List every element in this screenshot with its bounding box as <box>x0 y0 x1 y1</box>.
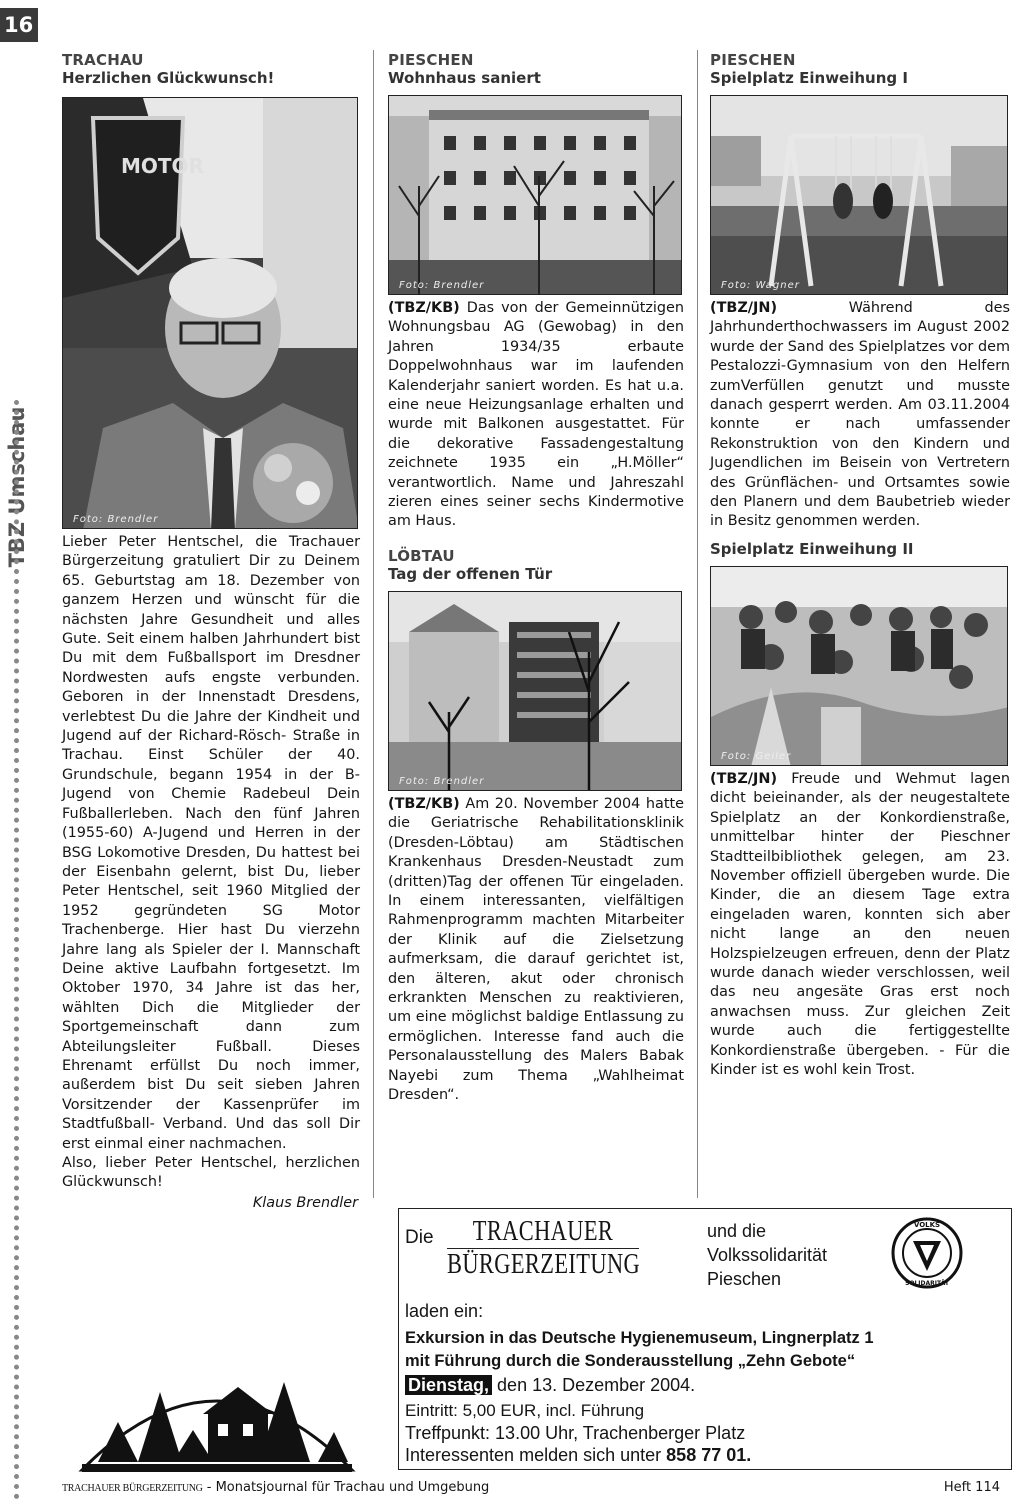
photo-credit: Foto: Brendler <box>399 775 485 787</box>
dotted-rule <box>14 400 19 1500</box>
photo-clinic <box>388 591 682 791</box>
headline: Herzlichen Glückwunsch! <box>62 69 275 87</box>
article-body <box>710 299 1010 532</box>
register-text: Interessenten melden sich unter <box>405 1445 662 1465</box>
und-die: und die <box>707 1221 767 1241</box>
ad-register <box>405 1445 751 1466</box>
masthead-line-1: TRACHAUER <box>472 1216 614 1247</box>
ad-partner <box>707 1219 827 1291</box>
photo-credit: Foto: Brendler <box>73 514 159 525</box>
children-playground-image <box>711 567 1008 766</box>
kicker: LÖBTAU <box>388 546 455 565</box>
article-text: Während des Jahrhunderthochwassers im August 2002 wurde der Sand des Spielplatzes vor dem Pestalozzi-Gymnasium von den Helfern zumVerfüllen genutzt und musste danach gesperrt werden. Am 03.11.2004 konnte er nach umfassender Rekonstruktion von den Kindern und Jugendlichen im Beisein von Vertretern des Grünflächen- und Ortsamtes sowie den Planern und dem Baubetrieb wieder in Besitz genommen werden. <box>710 300 1010 530</box>
column-divider <box>373 50 374 1198</box>
forest-house-emblem <box>78 1352 356 1474</box>
headline: Spielplatz Einweihung I <box>710 69 908 87</box>
excursion-line-1: Exkursion in das Deutsche Hygienemuseum, Lingnerplatz 1 <box>405 1329 874 1347</box>
kicker: PIESCHEN <box>710 51 796 69</box>
playground-swing-image <box>711 96 1008 295</box>
article-body <box>388 299 684 532</box>
banner-text: MOTOR <box>121 154 204 178</box>
ad-meeting: Treffpunkt: 13.00 Uhr, Trachenberger Platz <box>405 1423 746 1443</box>
closing-line: Also, lieber Peter Hentschel, herzlichen Glückwunsch! <box>62 1155 360 1191</box>
article-body <box>710 770 1010 1081</box>
headline: Tag der offenen Tür <box>388 564 553 583</box>
photo-portrait <box>62 97 358 529</box>
footer-brand: TRACHAUER BÜRGERZEITUNG <box>62 1483 203 1494</box>
page-number: 16 <box>0 8 38 42</box>
article-tag: (TBZ/KB) <box>388 300 460 316</box>
article-spielplatz <box>710 52 1010 1080</box>
ad-die: Die <box>405 1227 434 1248</box>
issue-number: Heft 114 <box>943 1480 1000 1495</box>
svg-text:SOLIDARITÄT: SOLIDARITÄT <box>905 1280 949 1287</box>
ad-excursion <box>405 1327 874 1373</box>
weekday-highlight: Dienstag, <box>405 1375 492 1395</box>
page-sidebar <box>0 0 34 1501</box>
photo-playground-2 <box>710 566 1008 766</box>
pieschen: Pieschen <box>707 1269 782 1289</box>
ad-laden-ein: laden ein: <box>405 1301 484 1321</box>
article-tag: (TBZ/JN) <box>710 770 778 787</box>
headline: Spielplatz Einweihung II <box>710 539 914 558</box>
photo-building <box>388 95 682 295</box>
article-tag: (TBZ/JN) <box>710 300 778 316</box>
phone-number: 858 77 01. <box>666 1445 752 1465</box>
ad-fee: Eintritt: 5,00 EUR, incl. Führung <box>405 1401 645 1420</box>
volkssolidaritaet: Volkssolidarität <box>707 1245 828 1265</box>
kicker: PIESCHEN <box>388 51 474 69</box>
page-footer <box>62 1480 1012 1500</box>
section-title-text: TBZ Umschau <box>5 406 29 568</box>
article-body <box>388 795 684 1106</box>
article-tag: (TBZ/KB) <box>388 795 460 812</box>
excursion-line-2: mit Führung durch die Sonderausstellung „Zehn Gebote“ <box>405 1352 856 1370</box>
footer-tagline: - Monatsjournal für Trachau und Umgebung <box>202 1480 490 1495</box>
photo-credit: Foto: Geiler <box>721 750 792 762</box>
svg-text:VOLKS: VOLKS <box>913 1221 941 1229</box>
masthead-line-2: BÜRGERZEITUNG <box>447 1249 641 1280</box>
ad-masthead <box>447 1217 639 1280</box>
headline: Wohnhaus saniert <box>388 69 541 87</box>
article-text: Freude und Wehmut lagen dicht beieinander, als der neugestaltete Spielplatz an der Konkordienstraße, unmittelbar hinter der Pieschner Stadtteilbibliothek gelegen, am 23. November offiziell übergeben wurde. Die Kinder, die an diesem Tage extra eingeladen waren, konnten sich aber nicht lange an den neuen Holzspielzeugen erfreuen, denn der Platz wurde danach wieder verschlossen, weil das neu angesäte Gras erst noch anwachsen muss. Zur gleichen Zeit wurde auch die fertiggestellte Konkordienstraße übergeben. - Für die Kinder ist es wohl kein Trost. <box>710 770 1010 1078</box>
photo-credit: Foto: Brendler <box>399 280 485 291</box>
ad-date <box>405 1375 695 1396</box>
article-wohnhaus <box>388 52 684 1105</box>
kicker: TRACHAU <box>62 51 144 69</box>
article-birthday <box>62 52 360 1211</box>
building-image <box>389 96 682 295</box>
column-divider <box>697 50 698 1198</box>
date-text: den 13. Dezember 2004. <box>497 1375 696 1395</box>
article-body: Lieber Peter Hentschel, die Trachauer Bürgerzeitung gratuliert Dir zu Deinem 65. Geburtstag am 18. Dezember von ganzem Herzen und wünscht für die nächsten Jahre Gesundheit und alles Gute. Seit einem halben Jahrhundert bist Du mit dem Fußballsport im Dresdner Nordwesten aufs engste verbunden. Geboren in der Innenstadt Dresdens, verlebtest Du die Jahre der Kindheit und Jugend auf der Richard-Rösch- Straße in Trachau. Einst Schüler der 40. Grundschule, begann 1954 in der B-Jugend von Chemie Radebeul Dein Fußballerleben. Nach den fünf Jahren (1955-60) A-Jugend und Herren in der BSG Lokomotive Dresden, Du hattest bei der Eisenbahn gelernt, bist Du, lieber Peter Hentschel, seit 1960 Mitglied der 1952 gegründeten SG Motor Trachenberge. Hier hast Du vierzehn Jahre lang als Spieler der I. Mannschaft Deine aktive Laufbahn fortgesetzt. Im Oktober 1970, 34 Jahre ist das her, wählten Dich die Mitglieder der Sportgemeinschaft dann zum Abteilungsleiter Fußball. Dieses Ehrenamt erfüllst Du noch immer, außerdem bist Du seit sieben Jahren Vorsitzender der Kassenprüfer im Stadtfußball- Verband. Und das soll Dir erst einmal einer nachmachen. <box>62 534 360 1152</box>
article-text: Das von der Gemeinnützigen Wohnungsbau AG (Gewobag) in den Jahren 1934/35 erbaute Doppelwohnhaus war im laufenden Kalenderjahr saniert worden. Es hat u.a. eine neue Heizungsanlage erhalten und wurde mit Balkonen ausgestattet. Für die dekorative Fassadengestaltung zeichnete 1935 ein „H.Möller“ verantwortlich. Name und Jahreszahl zieren eines seiner sechs Kindermotive am Haus. <box>388 300 684 530</box>
portrait-image <box>63 98 358 529</box>
clinic-image <box>389 592 682 791</box>
event-advert <box>398 1208 1012 1470</box>
volkssolidaritaet-logo-icon <box>891 1217 963 1289</box>
photo-playground-1 <box>710 95 1008 295</box>
author-signature: Klaus Brendler <box>252 1194 358 1211</box>
article-text: Am 20. November 2004 hatte die Geriatrische Rehabilitationsklinik (Dresden-Löbtau) am Städtischen Krankenhaus Dresden-Neustadt zum (dritten)Tag der offenen Tür eingeladen. In einem interessanten, vielfältigen Rahmenprogramm machten Mitarbeiter der Klinik auf die Zielsetzung aufmerksam, die darauf gerichtet ist, den älteren, akut oder chronisch erkrankten Menschen zu reaktivieren, um eine möglichst baldige Entlassung zu ermöglichen. Interesse fand auch die Personalausstellung des Malers Babak Nayebi zum Thema „Wahlheimat Dresden“. <box>388 795 685 1103</box>
photo-credit: Foto: Wagner <box>721 280 800 291</box>
